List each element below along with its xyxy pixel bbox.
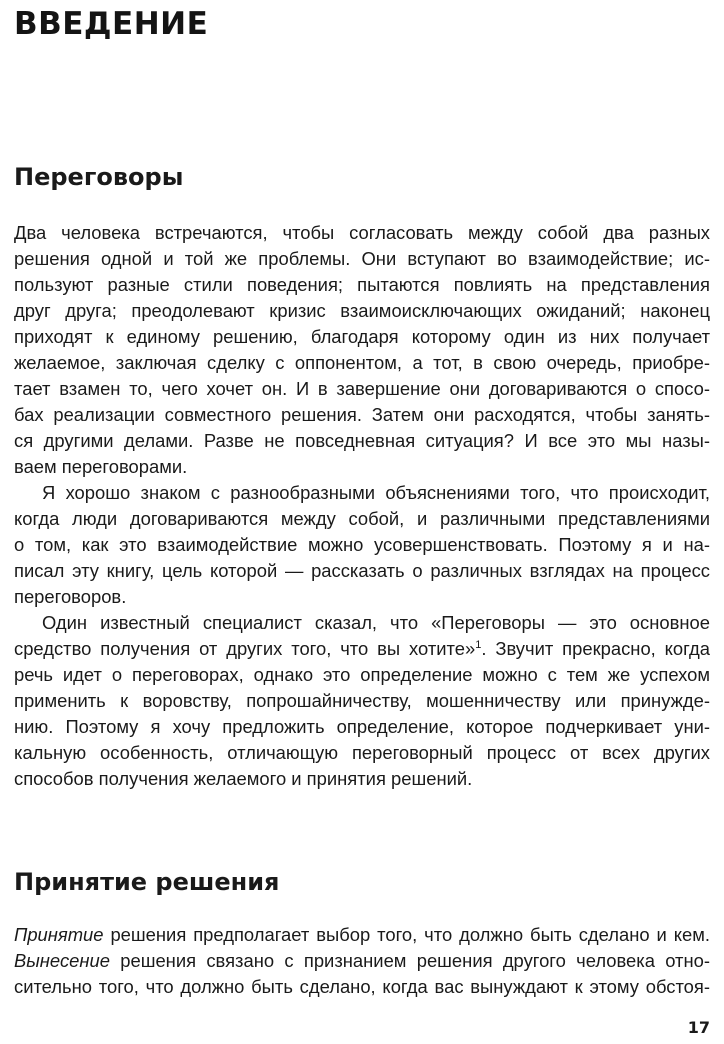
text-line: речь идет о переговорах, однако это определение можно с тем же успехом bbox=[14, 664, 710, 685]
text-line: Два человека встречаются, чтобы согласовать между собой два разных bbox=[14, 222, 710, 243]
text-line: способов получения желаемого и принятия решений. bbox=[14, 768, 473, 789]
text-line: писал эту книгу, цель которой — рассказать о различных взглядах на процесс bbox=[14, 560, 710, 581]
text-line: когда люди договариваются между собой, и различными представлениями bbox=[14, 508, 710, 529]
text-line: ся другими делами. Разве не повседневная ситуация? И все это мы назы- bbox=[14, 430, 710, 451]
text-line: друг друга; преодолевают кризис взаимоисключающих ожиданий; наконец bbox=[14, 300, 710, 321]
section-heading-decision-making: Принятие решения bbox=[14, 868, 280, 896]
text-segment: средство получения от других того, что вы хотите» bbox=[14, 638, 476, 659]
text-line: переговоров. bbox=[14, 586, 127, 607]
text-line: тает взамен то, чего хочет он. И в завершение они договариваются о спосо- bbox=[14, 378, 710, 399]
text-segment: . Звучит прекрасно, когда bbox=[481, 638, 710, 659]
section-heading-negotiations: Переговоры bbox=[14, 163, 184, 191]
text-line: нию. Поэтому я хочу предложить определение, которое подчеркивает уни- bbox=[14, 716, 710, 737]
italic-term: Принятие bbox=[14, 924, 104, 945]
text-line bbox=[14, 922, 710, 948]
italic-term: Вынесение bbox=[14, 950, 110, 971]
text-line bbox=[14, 948, 710, 974]
text-line: приходят к единому решению, благодаря которому один из них получает bbox=[14, 326, 710, 347]
text-line: Я хорошо знаком с разнообразными объяснениями того, что происходит, bbox=[42, 482, 710, 503]
text-line: применить к воровству, попрошайничеству, мошенничеству или принужде- bbox=[14, 690, 710, 711]
text-line: желаемое, заключая сделку с оппонентом, а тот, в свою очередь, приобре- bbox=[14, 352, 710, 373]
text-line: бах реализации совместного решения. Затем они расходятся, чтобы занять- bbox=[14, 404, 710, 425]
text-line: сительно того, что должно быть сделано, когда вас вынуждают к этому обстоя- bbox=[14, 976, 710, 997]
footnote-marker[interactable]: 1 bbox=[475, 638, 482, 651]
text-line: ваем переговорами. bbox=[14, 456, 188, 477]
text-segment: решения связано с признанием решения другого человека отно- bbox=[109, 950, 710, 971]
text-line: решения одной и той же проблемы. Они вступают во взаимодействие; ис- bbox=[14, 248, 710, 269]
decision-making-body bbox=[14, 922, 710, 1000]
text-line: о том, как это взаимодействие можно усовершенствовать. Поэтому я и на- bbox=[14, 534, 710, 555]
text-line: пользуют разные стили поведения; пытаются повлиять на представления bbox=[14, 274, 710, 295]
text-line: Один известный специалист сказал, что «Переговоры — это основное bbox=[42, 612, 710, 633]
text-line: кальную особенность, отличающую переговорный процесс от всех других bbox=[14, 742, 710, 763]
text-line-with-footnote bbox=[14, 636, 710, 662]
text-segment: решения предполагает выбор того, что должно быть сделано и кем. bbox=[103, 924, 710, 945]
chapter-title: ВВЕДЕНИЕ bbox=[14, 6, 209, 42]
negotiations-body bbox=[14, 220, 710, 792]
page-number: 17 bbox=[687, 1018, 710, 1037]
